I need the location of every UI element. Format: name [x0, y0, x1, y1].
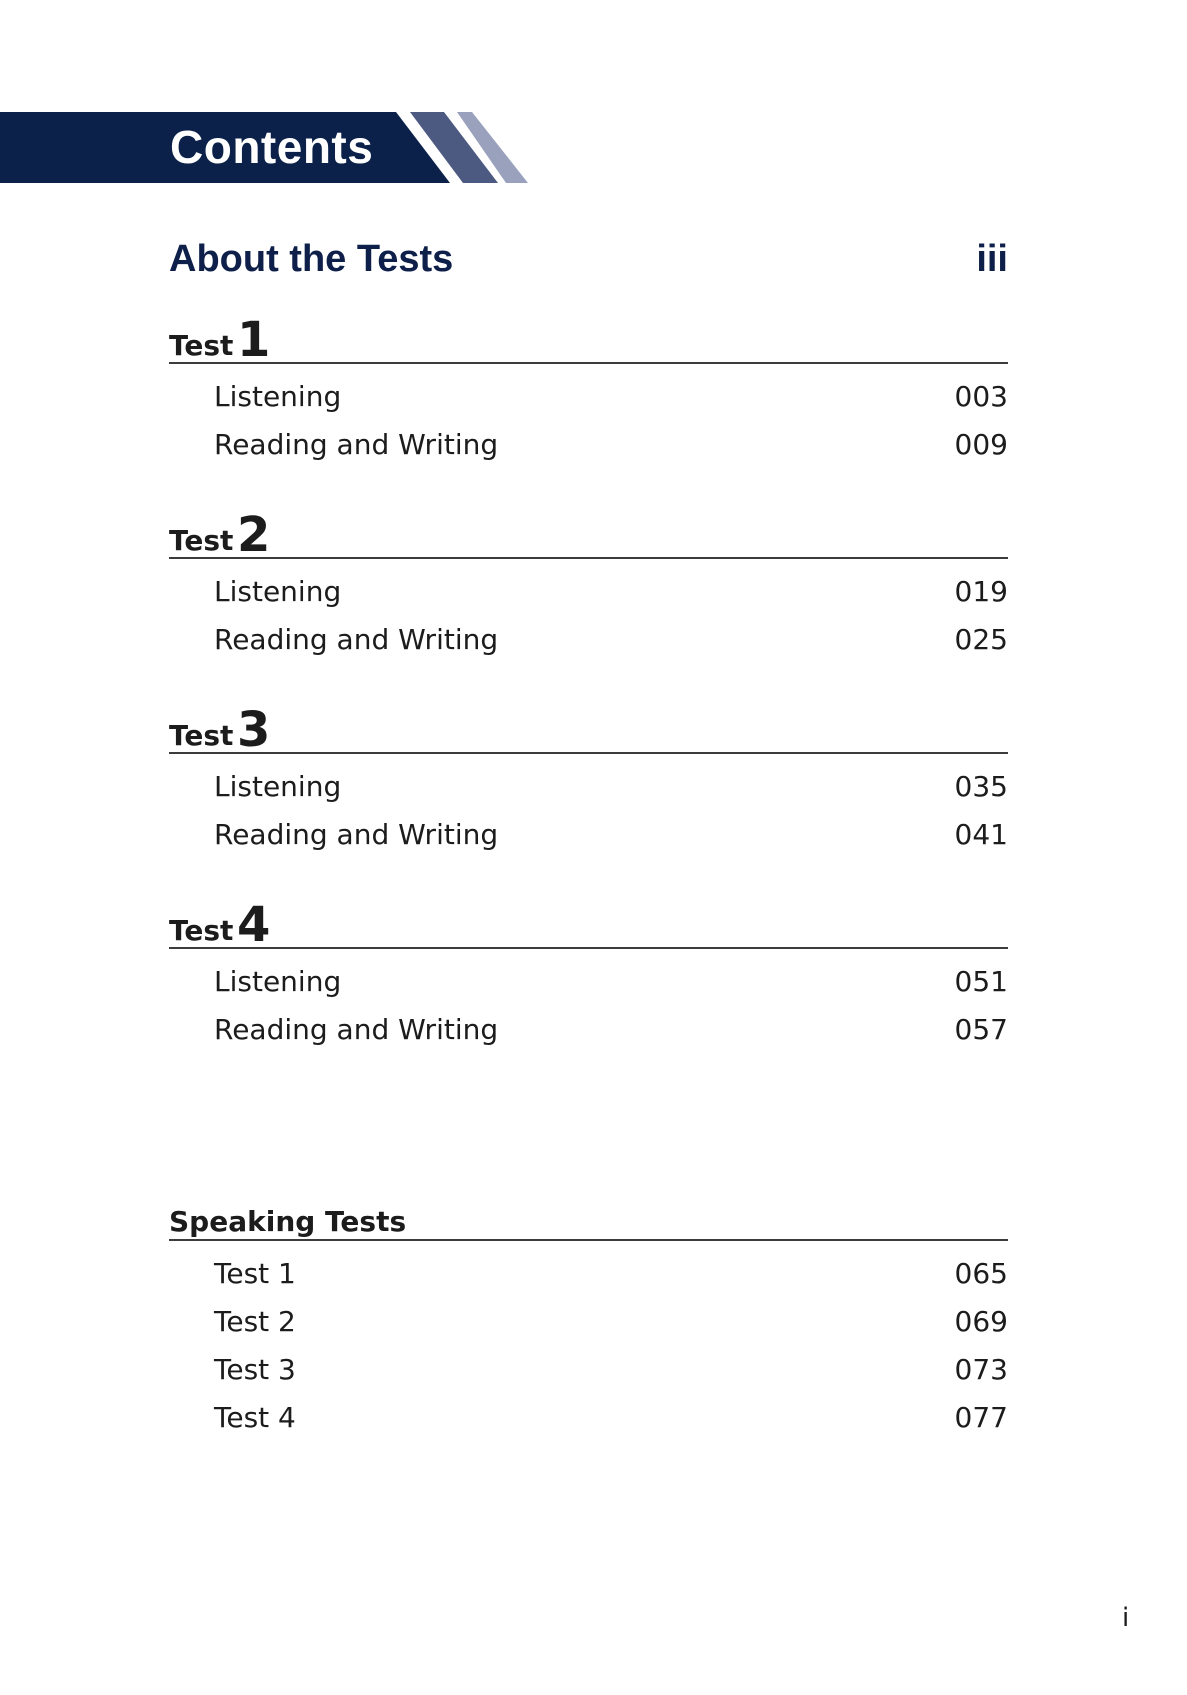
section-heading-word: Test [169, 524, 234, 557]
toc-section-speaking-tests [169, 1197, 1008, 1449]
section-heading [169, 895, 1008, 953]
entry-label: Listening [214, 575, 342, 608]
toc-entry[interactable] [169, 1257, 1008, 1305]
toc-entry[interactable] [169, 1305, 1008, 1353]
toc-section-test-4 [169, 895, 1008, 1061]
toc-entry[interactable] [169, 380, 1008, 428]
section-heading-word: Test [169, 914, 234, 947]
entry-page-number: 057 [954, 1013, 1008, 1046]
entry-page-number: 065 [954, 1257, 1008, 1290]
about-label: About the Tests [169, 238, 454, 280]
entry-page-number: 025 [954, 623, 1008, 656]
section-heading-number: 3 [237, 702, 271, 758]
entry-label: Listening [214, 380, 342, 413]
entry-label: Test 2 [214, 1305, 296, 1338]
toc-entry[interactable] [169, 428, 1008, 476]
toc-section-test-2 [169, 505, 1008, 671]
toc-section-test-3 [169, 700, 1008, 866]
toc-entry[interactable] [169, 965, 1008, 1013]
contents-banner [0, 112, 540, 183]
entry-label: Test 1 [214, 1257, 296, 1290]
toc-entry[interactable] [169, 575, 1008, 623]
toc-entry[interactable] [169, 818, 1008, 866]
entry-label: Reading and Writing [214, 623, 499, 656]
section-heading [169, 310, 1008, 368]
page-title: Contents [170, 121, 374, 173]
entry-page-number: 041 [954, 818, 1008, 851]
section-heading-title: Speaking Tests [169, 1205, 407, 1238]
section-heading [169, 505, 1008, 563]
toc-entry[interactable] [169, 1353, 1008, 1401]
entry-page-number: 019 [954, 575, 1008, 608]
entry-page-number: 077 [954, 1401, 1008, 1434]
entry-page-number: 051 [954, 965, 1008, 998]
section-heading-number: 4 [237, 897, 271, 953]
section-heading-number: 2 [237, 507, 271, 563]
entry-label: Listening [214, 965, 342, 998]
section-heading [169, 1197, 1008, 1241]
entry-label: Listening [214, 770, 342, 803]
entry-label: Reading and Writing [214, 818, 499, 851]
entry-page-number: 073 [954, 1353, 1008, 1386]
entry-label: Reading and Writing [214, 428, 499, 461]
section-heading-word: Test [169, 719, 234, 752]
section-heading-number: 1 [237, 312, 271, 368]
entry-page-number: 009 [954, 428, 1008, 461]
section-heading [169, 700, 1008, 758]
entry-page-number: 003 [954, 380, 1008, 413]
section-heading-word: Test [169, 329, 234, 362]
toc-entry[interactable] [169, 623, 1008, 671]
footer-page-number: i [1122, 1603, 1130, 1633]
toc-entry-about[interactable] [169, 238, 1008, 288]
entry-label: Reading and Writing [214, 1013, 499, 1046]
entry-label: Test 4 [214, 1401, 296, 1434]
toc-entry[interactable] [169, 1013, 1008, 1061]
entry-label: Test 3 [214, 1353, 296, 1386]
toc-entry[interactable] [169, 1401, 1008, 1449]
toc-entry[interactable] [169, 770, 1008, 818]
about-page-number: iii [976, 238, 1008, 280]
toc-section-test-1 [169, 310, 1008, 476]
entry-page-number: 035 [954, 770, 1008, 803]
entry-page-number: 069 [954, 1305, 1008, 1338]
